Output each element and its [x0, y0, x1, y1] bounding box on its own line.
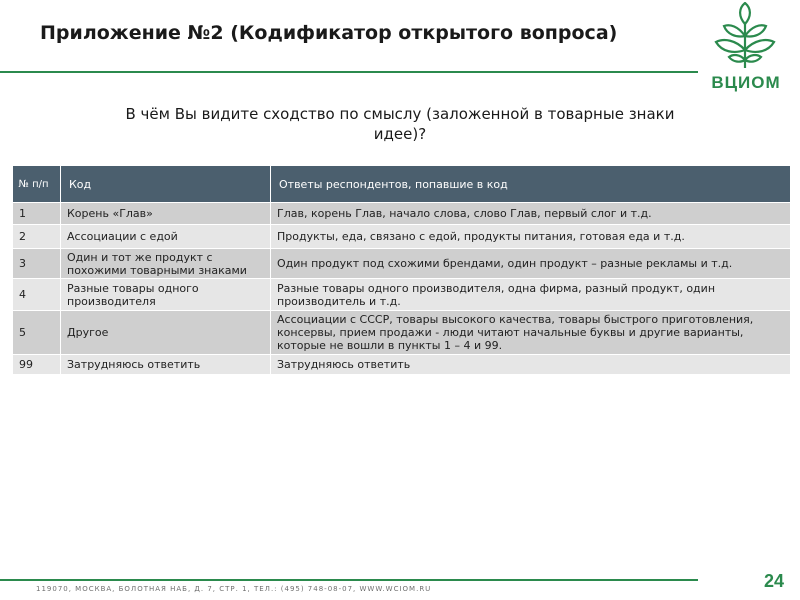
row-code: Корень «Глав»: [61, 203, 271, 225]
plant-icon: [716, 3, 774, 68]
row-number: 99: [13, 355, 61, 375]
row-number: 3: [13, 249, 61, 279]
row-number: 2: [13, 225, 61, 249]
table-row: [13, 225, 791, 249]
row-code: Затрудняюсь ответить: [61, 355, 271, 375]
row-code: Ассоциации с едой: [61, 225, 271, 249]
table-row: [13, 355, 791, 375]
table-row: [13, 249, 791, 279]
row-code: Один и тот же продукт с похожими товарными знаками: [61, 249, 271, 279]
row-code: Другое: [61, 311, 271, 355]
table-header-row: [13, 166, 791, 203]
footer-divider: [0, 579, 698, 581]
table-row: [13, 203, 791, 225]
row-answers: Продукты, еда, связано с едой, продукты питания, готовая еда и т.д.: [271, 225, 791, 249]
row-answers: Затрудняюсь ответить: [271, 355, 791, 375]
row-answers: Один продукт под схожими брендами, один продукт – разные рекламы и т.д.: [271, 249, 791, 279]
header-number: № п/п: [13, 166, 61, 203]
slide-title: Приложение №2 (Кодификатор открытого вопроса): [40, 22, 618, 44]
row-number: 5: [13, 311, 61, 355]
row-answers: Ассоциации с СССР, товары высокого качества, товары быстрого приготовления, консервы, прием продажи - люди читают начальные буквы и другие варианты, которые не вошли в пункты 1 – 4 и 99.: [271, 311, 791, 355]
table-row: [13, 311, 791, 355]
wciom-logo-text: ВЦИОМ: [711, 73, 781, 92]
survey-question: В чём Вы видите сходство по смыслу (заложенной в товарные знаки идее)?: [125, 105, 675, 143]
page-number: 24: [764, 571, 785, 591]
row-number: 4: [13, 279, 61, 311]
row-code: Разные товары одного производителя: [61, 279, 271, 311]
header-code: Код: [61, 166, 271, 203]
row-answers: Глав, корень Глав, начало слова, слово Глав, первый слог и т.д.: [271, 203, 791, 225]
table-row: [13, 279, 791, 311]
row-answers: Разные товары одного производителя, одна фирма, разный продукт, один производитель и т.д.: [271, 279, 791, 311]
row-number: 1: [13, 203, 61, 225]
title-divider: [0, 71, 698, 73]
codifier-table: [12, 166, 791, 375]
header-answers: Ответы респондентов, попавшие в код: [271, 166, 791, 203]
footer-address: 119070, МОСКВА, БОЛОТНАЯ НАБ, Д. 7, СТР. 1, ТЕЛ.: (495) 748-08-07, WWW.WCIOM.RU: [36, 585, 432, 593]
